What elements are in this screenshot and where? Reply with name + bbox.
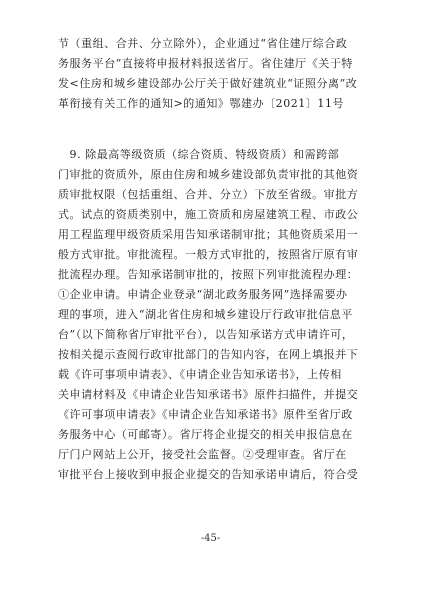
text-line: 9. 除最高等级资质（综合资质、特级资质）和需跨部 xyxy=(58,148,340,161)
text-line: 按相关提示查阅行政审批部门的告知内容，在网上填报并下 xyxy=(58,348,359,361)
text-line: 发<住房和城乡建设部办公厅关于做好建筑业“证照分离”改 xyxy=(58,77,358,90)
text-line: 革衔接有关工作的通知>的通知》鄂建办〔2021〕11号 xyxy=(58,97,345,110)
text-line: 批流程办理。告知承诺制审批的，按照下列审批流程办理： xyxy=(58,268,359,281)
text-line: 门审批的资质外，原由住房和城乡建设部负责审批的其他资 xyxy=(58,168,359,181)
text-line: 般方式审批。审批流程。一般方式审批的，按照省厅原有审 xyxy=(58,248,359,261)
text-line: 台”（以下简称省厅审批平台），以告知承诺方式申请许可， xyxy=(58,328,354,341)
text-line: 质审批权限（包括重组、合并、分立）下放至省级。审批方 xyxy=(58,188,359,201)
text-line: 关申请材料及《申请企业告知承诺书》原件扫描件，并提交 xyxy=(58,388,359,401)
text-line: 节（重组、合并、分立除外），企业通过“省住建厅综合政 xyxy=(58,37,348,50)
text-line: 用工程监理甲级资质采用告知承诺制审批；其他资质采用一 xyxy=(58,228,359,241)
text-line: 载《许可事项申请表》、《申请企业告知承诺书》，上传相 xyxy=(58,368,342,381)
text-line: 《许可事项申请表》《申请企业告知承诺书》原件至省厅政 xyxy=(58,408,353,421)
page-number: -45- xyxy=(200,533,221,544)
text-line: 务服务平台”直接将申报材料报送省厅。省住建厅《关于特 xyxy=(58,57,353,70)
text-line: 务服务中心（可邮寄）。省厅将企业提交的相关申报信息在 xyxy=(58,428,353,441)
text-line: 式。试点的资质类别中，施工资质和房屋建筑工程、市政公 xyxy=(58,208,359,221)
text-line: 厅门户网站上公开，接受社会监督。②受理审查。省厅在 xyxy=(58,448,347,461)
text-line: ①企业申请。申请企业登录“湖北政务服务网”选择需要办 xyxy=(58,288,348,301)
text-line: 理的事项，进入“湖北省住房和城乡建设厅行政审批信息平 xyxy=(58,308,353,321)
text-line: 审批平台上接收到申报企业提交的告知承诺申请后，符合受 xyxy=(58,468,359,481)
